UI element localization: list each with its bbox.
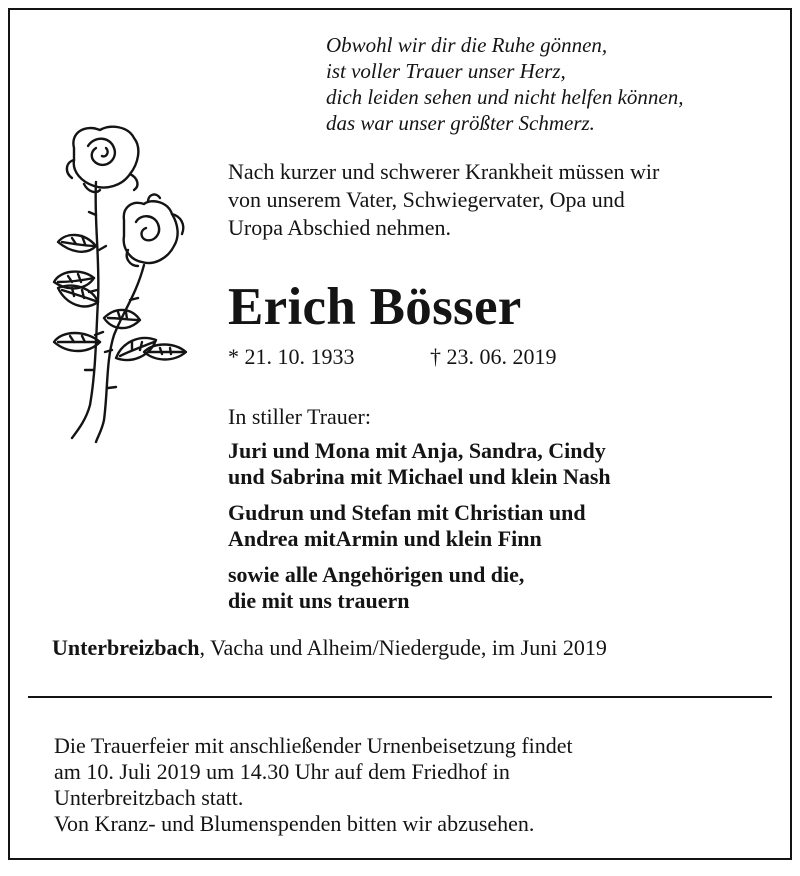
- intro-line: von unserem Vater, Schwiegervater, Opa und: [228, 187, 625, 212]
- section-divider: [28, 696, 772, 698]
- poem-line: ist voller Trauer unser Herz,: [326, 59, 566, 83]
- intro-text: [228, 158, 659, 242]
- mourners-list: [228, 438, 611, 614]
- poem-line: Obwohl wir dir die Ruhe gönnen,: [326, 33, 608, 57]
- poem-line: dich leiden sehen und nicht helfen können,: [326, 85, 684, 109]
- ceremony-line: am 10. Juli 2019 um 14.30 Uhr auf dem Friedhof in: [54, 759, 510, 784]
- deceased-name: Erich Bösser: [228, 278, 522, 336]
- mourner-group: [228, 500, 611, 552]
- intro-line: Nach kurzer und schwerer Krankheit müssen wir: [228, 159, 660, 184]
- mourner-line: sowie alle Angehörigen und die,: [228, 562, 525, 587]
- intro-line: Uropa Abschied nehmen.: [228, 215, 451, 240]
- place-rest: , Vacha und Alheim/Niedergude, im Juni 2019: [199, 635, 607, 660]
- birth-date: * 21. 10. 1933: [228, 344, 355, 369]
- ceremony-line: Unterbreitzbach statt.: [54, 785, 244, 810]
- ceremony-info: [54, 733, 573, 837]
- death-date: † 23. 06. 2019: [430, 344, 557, 369]
- mourner-line: und Sabrina mit Michael und klein Nash: [228, 464, 611, 489]
- rose-icon: [44, 120, 194, 445]
- mourner-group: [228, 562, 611, 614]
- place-bold: Unterbreizbach: [52, 635, 200, 660]
- mourner-line: Juri und Mona mit Anja, Sandra, Cindy: [228, 438, 606, 463]
- ceremony-line: Von Kranz- und Blumenspenden bitten wir abzusehen.: [54, 811, 535, 836]
- mourner-line: Gudrun und Stefan mit Christian und: [228, 500, 586, 525]
- mourner-line: Andrea mitArmin und klein Finn: [228, 526, 542, 551]
- poem-line: das war unser größter Schmerz.: [326, 111, 595, 135]
- mourner-group: [228, 438, 611, 490]
- mourner-line: die mit uns trauern: [228, 588, 410, 613]
- life-dates: [228, 343, 557, 371]
- place-date-line: [52, 634, 607, 662]
- ceremony-line: Die Trauerfeier mit anschließender Urnenbeisetzung findet: [54, 733, 573, 758]
- mourning-label: In stiller Trauer:: [228, 404, 371, 429]
- poem: [326, 32, 683, 136]
